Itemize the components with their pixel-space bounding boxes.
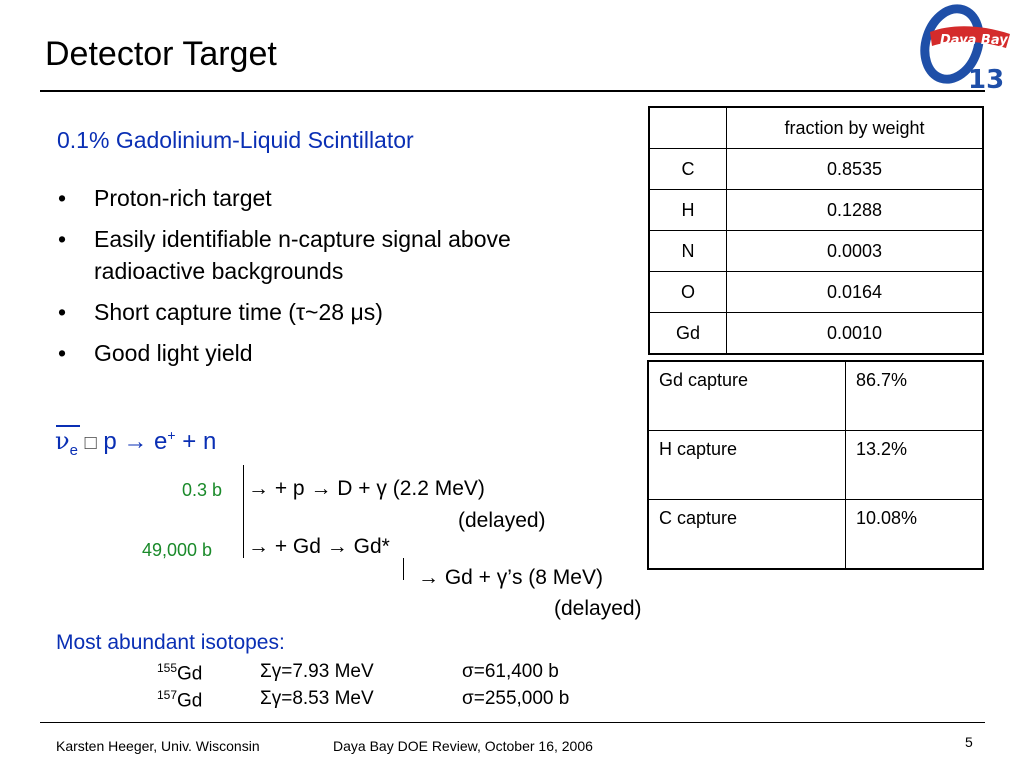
element-cell: O <box>649 272 727 313</box>
table-header-row <box>649 107 983 149</box>
h-capture-reaction: → + p → D + γ (2.2 MeV) <box>248 477 485 500</box>
bullet-dot-icon: • <box>58 340 67 366</box>
daya-bay-logo <box>910 4 1020 94</box>
capture-fraction-cell: 10.08% <box>846 500 984 570</box>
fraction-cell: 0.8535 <box>727 149 984 190</box>
capture-fraction-cell: 13.2% <box>846 431 984 500</box>
isotope-cross-section: σ=255,000 b <box>462 688 570 709</box>
isotopes-heading: Most abundant isotopes: <box>56 631 285 654</box>
fraction-cell: 0.0164 <box>727 272 984 313</box>
isotope-row: $^{155}$Gd <box>157 661 203 685</box>
footer-divider <box>40 722 985 723</box>
isotope-cross-section: σ=61,400 b <box>462 661 559 682</box>
element-cell: N <box>649 231 727 272</box>
branch-line-3 <box>403 558 404 580</box>
bullet-item: • Good light yield <box>58 337 534 369</box>
capture-table <box>647 360 984 570</box>
isotope-energy: Σγ=8.53 MeV <box>260 688 374 709</box>
capture-type-cell: H capture <box>648 431 846 500</box>
bullet-dot-icon: • <box>58 299 67 325</box>
bullet-item: • Easily identifiable n-capture signal above radioactive backgrounds <box>58 223 534 287</box>
table-row <box>649 231 983 272</box>
isotope-row: $^{157}$Gd <box>157 688 203 712</box>
table-row <box>649 272 983 313</box>
table-row <box>648 500 983 570</box>
gd-capture-delayed: (delayed) <box>554 597 642 620</box>
capture-type-cell: Gd capture <box>648 361 846 431</box>
placeholder-box-icon: □ <box>84 432 97 454</box>
slide-title: Detector Target <box>45 35 277 73</box>
capture-type-cell: C capture <box>648 500 846 570</box>
element-cell: Gd <box>649 313 727 355</box>
title-divider <box>40 90 985 92</box>
isotope-energy: Σγ=7.93 MeV <box>260 661 374 682</box>
fraction-cell: 0.0010 <box>727 313 984 355</box>
table-header-cell: fraction by weight <box>727 107 984 149</box>
bullet-item: • Proton-rich target <box>58 182 534 214</box>
section-subtitle: 0.1% Gadolinium-Liquid Scintillator <box>57 127 414 153</box>
composition-table <box>648 106 984 355</box>
table-cell <box>649 107 727 149</box>
table-row <box>648 431 983 500</box>
bullet-dot-icon: • <box>58 185 67 211</box>
gd-capture-reaction: → + Gd → Gd* <box>248 535 390 558</box>
footer-event: Daya Bay DOE Review, October 16, 2006 <box>333 738 593 754</box>
capture-fraction-cell: 86.7% <box>846 361 984 431</box>
element-cell: C <box>649 149 727 190</box>
svg-text:Daya Bay: Daya Bay <box>940 33 1008 48</box>
page-number: 5 <box>965 734 973 750</box>
fraction-cell: 0.0003 <box>727 231 984 272</box>
cross-section-note-gd: 49,000 b <box>142 540 213 560</box>
branch-line-1 <box>243 465 244 513</box>
feature-list <box>58 182 534 378</box>
table-row <box>649 190 983 231</box>
fraction-cell: 0.1288 <box>727 190 984 231</box>
h-capture-delayed: (delayed) <box>458 509 546 532</box>
table-row <box>648 361 983 431</box>
svg-text:13: 13 <box>968 65 1005 94</box>
branch-line-2 <box>243 513 244 558</box>
footer-author: Karsten Heeger, Univ. Wisconsin <box>56 738 260 754</box>
ibd-reaction: $\nu_e$ □ p → e+ + n <box>55 427 217 459</box>
bullet-dot-icon: • <box>58 226 67 252</box>
table-row <box>649 149 983 190</box>
bullet-item: • Short capture time (τ~28 μs) <box>58 296 534 328</box>
table-row <box>649 313 983 355</box>
cross-section-note-h: 0.3 b <box>182 480 223 500</box>
element-cell: H <box>649 190 727 231</box>
gd-deexcitation: → Gd + γ’s (8 MeV) <box>418 566 603 589</box>
